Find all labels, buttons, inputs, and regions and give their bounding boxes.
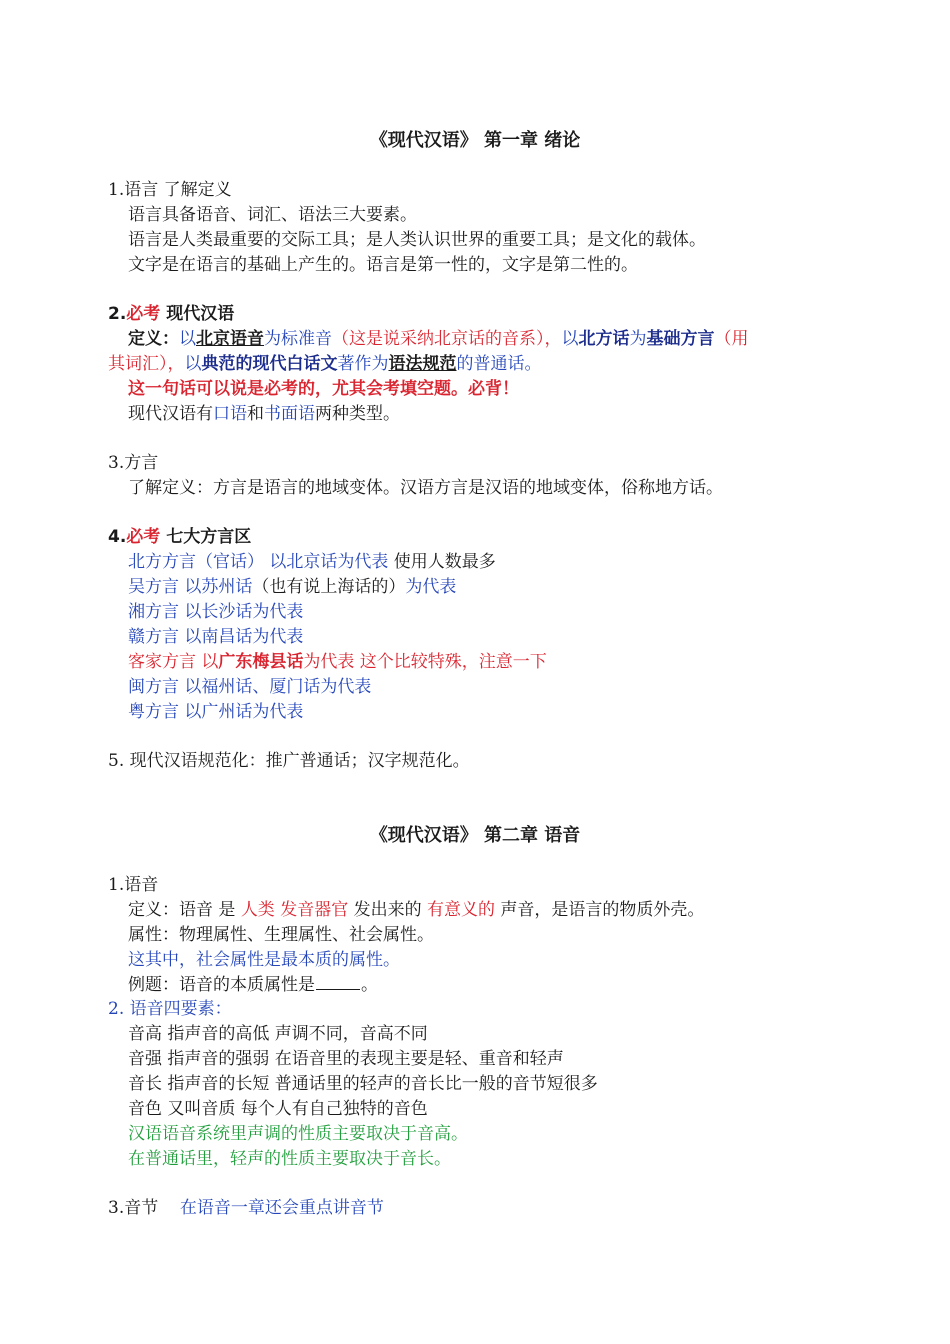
element-strength: 音强 指声音的强弱 在语音里的表现主要是轻、重音和轻声 <box>128 1049 564 1069</box>
types-text: 和 <box>247 404 264 424</box>
def-text: 为 <box>629 329 647 349</box>
types-text: 两种类型。 <box>315 404 400 424</box>
must-test-tag: 必考 <box>126 527 161 547</box>
section-title: 语音 <box>124 875 159 895</box>
dialect-text: 为代表 <box>405 577 457 597</box>
ch1-s3-line: 了解定义：方言是语言的地域变体。汉语方言是汉语的地域变体，俗称地方话。 <box>128 478 723 498</box>
chapter-1-title: 《现代汉语》 第一章 绪论 <box>369 130 581 151</box>
ch2-s1-definition <box>128 898 704 922</box>
ch1-section-3-heading <box>108 451 158 475</box>
def-text: 的普通话。 <box>456 354 542 374</box>
def-note: （这是说采纳北京话的音系）， <box>332 329 562 349</box>
type-spoken: 口语 <box>213 404 247 424</box>
dialect-text: 为代表 这个比较特殊，注意一下 <box>303 652 547 672</box>
def-text: 以 <box>561 329 579 349</box>
def-keyword-vernacular: 典范的现代白话文 <box>201 354 338 374</box>
ch1-s1-line-2: 语言是人类最重要的交际工具；是人类认识世界的重要工具；是文化的载体。 <box>128 230 706 250</box>
section-number: 3. <box>108 1198 125 1218</box>
dialect-gan: 赣方言 以南昌话为代表 <box>128 627 304 647</box>
types-text: 现代汉语有 <box>128 404 213 424</box>
dialect-text: 客家方言 以 <box>128 652 219 672</box>
def-text: 著作为 <box>337 354 389 374</box>
chapter-2-title: 《现代汉语》 第二章 语音 <box>369 825 581 846</box>
section-title: 现代汉语 <box>166 304 235 324</box>
type-written: 书面语 <box>264 404 315 424</box>
section-number: 1. <box>108 875 125 895</box>
element-length: 音长 指声音的长短 普通话里的轻声的音长比一般的音节短很多 <box>128 1074 598 1094</box>
dialect-keyword: 广东梅县话 <box>218 652 304 672</box>
section-title: 语言 了解定义 <box>124 180 232 200</box>
section-number: 4. <box>108 527 127 547</box>
fill-in-blank <box>316 974 360 990</box>
dialect-wu <box>128 575 456 599</box>
ch1-section-4-heading <box>108 525 251 549</box>
ch1-s2-must-memorize-note: 这一句话可以说是必考的，尤其会考填空题。必背！ <box>128 379 519 399</box>
section-number: 2. <box>108 304 127 324</box>
ch2-s2-note-1: 汉语语音系统里声调的性质主要取决于音高。 <box>128 1124 468 1144</box>
ch2-section-1-heading <box>108 873 158 897</box>
dialect-yue: 粤方言 以广州话为代表 <box>128 702 304 722</box>
def-keyword-base-dialect: 基础方言 <box>646 329 715 349</box>
ch2-s2-note-2: 在普通话里，轻声的性质主要取决于音长。 <box>128 1149 451 1169</box>
element-pitch: 音高 指声音的高低 声调不同，音高不同 <box>128 1024 428 1044</box>
ch1-section-5-line: 5. 现代汉语规范化：推广普通话；汉字规范化。 <box>108 751 470 771</box>
ch1-s1-line-3: 文字是在语言的基础上产生的。语言是第一性的，文字是第二性的。 <box>128 255 638 275</box>
must-test-tag: 必考 <box>126 304 161 324</box>
ch2-s1-example <box>128 973 378 997</box>
example-text: 例题：语音的本质属性是 <box>128 975 315 995</box>
dialect-min: 闽方言 以福州话、厦门话为代表 <box>128 677 372 697</box>
dialect-text: 吴方言 以苏州话 <box>128 577 253 597</box>
ch1-section-2-heading <box>108 302 234 326</box>
def-keyword: 人类 发音器官 <box>240 900 349 920</box>
ch1-s2-definition-line-1 <box>128 327 749 351</box>
def-text: 以 <box>179 329 196 349</box>
element-timbre: 音色 又叫音质 每个人有自己独特的音色 <box>128 1099 428 1119</box>
def-keyword-grammar: 语法规范 <box>388 354 457 374</box>
ch1-section-1-heading <box>108 178 232 202</box>
def-keyword-beijing: 北京语音 <box>196 329 264 349</box>
ch2-s1-attributes: 属性：物理属性、生理属性、社会属性。 <box>128 925 434 945</box>
section-title: 音节 <box>124 1198 159 1218</box>
section-note: 在语音一章还会重点讲音节 <box>179 1198 384 1218</box>
dialect-north <box>128 550 496 574</box>
dialect-text: 北方方言（官话） 以北京话为代表 <box>128 552 389 572</box>
ch1-s2-definition-line-2 <box>108 352 542 376</box>
ch1-s1-line-1: 语言具备语音、词汇、语法三大要素。 <box>128 205 417 225</box>
dialect-extra: （也有说上海话的） <box>252 577 406 597</box>
section-number: 1. <box>108 180 125 200</box>
ch2-section-3-heading <box>108 1196 384 1220</box>
section-title: 七大方言区 <box>166 527 252 547</box>
ch2-s1-note: 这其中，社会属性是最本质的属性。 <box>128 950 400 970</box>
section-title: 方言 <box>124 453 159 473</box>
section-number: 3. <box>108 453 125 473</box>
example-text: 。 <box>361 975 378 995</box>
ch1-s2-types-line <box>128 402 400 426</box>
dialect-hakka <box>128 650 547 674</box>
dialect-xiang: 湘方言 以长沙话为代表 <box>128 602 304 622</box>
def-text: 定义：语音 是 <box>128 900 241 920</box>
def-text: 发出来的 <box>348 900 428 920</box>
dialect-extra: 使用人数最多 <box>388 552 496 572</box>
definition-label: 定义： <box>128 329 179 349</box>
def-note: 其词汇）， <box>108 354 185 374</box>
def-text: 声音，是语言的物质外壳。 <box>495 900 705 920</box>
ch2-section-2-heading: 2. 语音四要素： <box>108 999 232 1019</box>
def-keyword: 有意义的 <box>427 900 496 920</box>
def-text: 以 <box>184 354 202 374</box>
def-keyword-north: 北方话 <box>578 329 630 349</box>
def-note: （用 <box>714 329 749 349</box>
def-text: 为标准音 <box>264 329 332 349</box>
